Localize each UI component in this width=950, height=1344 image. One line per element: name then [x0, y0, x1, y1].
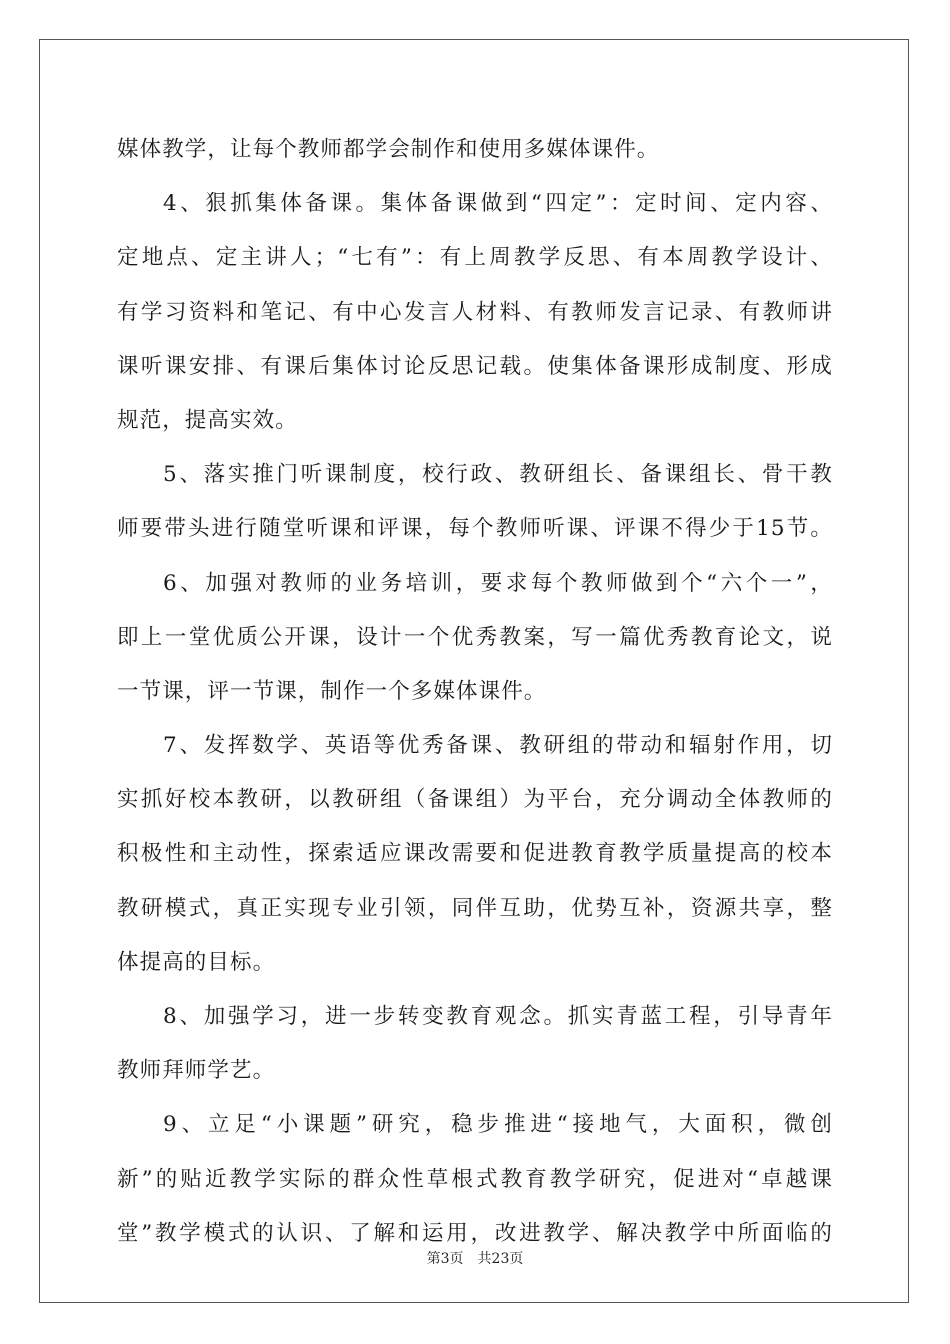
text-line: 6、加强对教师的业务培训，要求每个教师做到个“六个一”， — [163, 570, 833, 596]
text-line: 4、狠抓集体备课。集体备课做到“四定”：定时间、定内容、 — [163, 191, 833, 217]
text-line: 即上一堂优质公开课，设计一个优秀教案，写一篇优秀教育论文，说 — [117, 624, 833, 650]
text-line: 9、立足“小课题”研究，稳步推进“接地气，大面积，微创 — [163, 1112, 833, 1138]
text-line: 积极性和主动性，探索适应课改需要和促进教育教学质量提高的校本 — [117, 841, 833, 867]
text-line: 师要带头进行随堂听课和评课，每个教师听课、评课不得少于15节。 — [117, 516, 833, 542]
text-line: 堂”教学模式的认识、了解和运用，改进教学、解决教学中所面临的 — [117, 1220, 833, 1246]
page-total: 共23页 — [477, 1251, 524, 1267]
page-number: 第3页 — [426, 1251, 464, 1267]
text-line: 一节课，评一节课，制作一个多媒体课件。 — [117, 678, 547, 704]
text-line: 教师拜师学艺。 — [117, 1058, 276, 1084]
text-line: 实抓好校本教研，以教研组（备课组）为平台，充分调动全体教师的 — [117, 787, 833, 813]
text-line: 媒体教学，让每个教师都学会制作和使用多媒体课件。 — [117, 137, 660, 162]
text-line: 有学习资料和笔记、有中心发言人材料、有教师发言记录、有教师讲 — [117, 299, 833, 325]
text-line: 教研模式，真正实现专业引领，同伴互助，优势互补，资源共享，整 — [117, 895, 833, 921]
page-footer — [0, 1248, 950, 1268]
text-line: 5、落实推门听课制度，校行政、教研组长、备课组长、骨干教 — [163, 462, 833, 488]
document-body — [117, 123, 833, 1261]
text-line: 8、加强学习，进一步转变教育观念。抓实青蓝工程，引导青年 — [163, 1004, 833, 1029]
text-line: 规范，提高实效。 — [117, 407, 298, 433]
text-line: 新”的贴近教学实际的群众性草根式教育教学研究，促进对“卓越课 — [117, 1166, 833, 1192]
text-line: 课听课安排、有课后集体讨论反思记载。使集体备课形成制度、形成 — [117, 353, 833, 379]
text-line: 7、发挥数学、英语等优秀备课、教研组的带动和辐射作用，切 — [163, 733, 833, 759]
text-line: 定地点、定主讲人；“七有”：有上周教学反思、有本周教学设计、 — [117, 245, 833, 271]
text-line: 体提高的目标。 — [117, 949, 276, 975]
